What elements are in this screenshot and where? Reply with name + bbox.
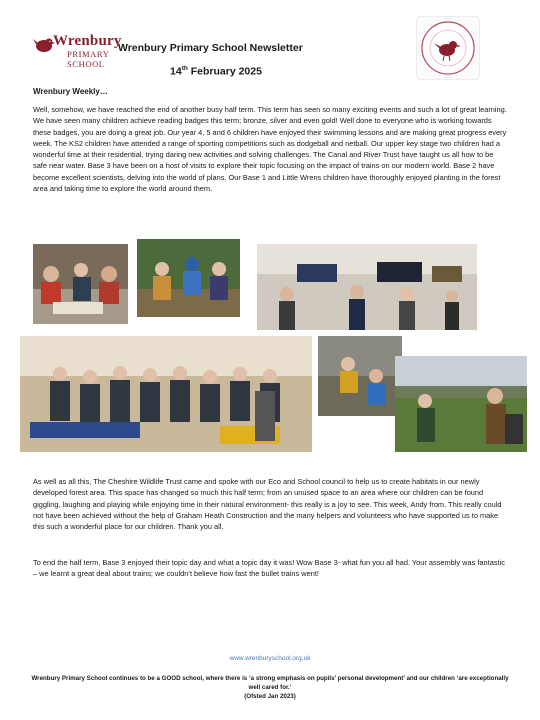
photo-trains-topic-day bbox=[257, 244, 477, 330]
photo-outdoor-field bbox=[395, 356, 527, 452]
logo-wordmark: Wrenbury bbox=[53, 33, 122, 49]
photo-children-cardboard bbox=[318, 336, 402, 416]
wildlife-trust-paragraph: As well as all this, The Cheshire Wildlife Trust came and spoke with our Eco and School council to help us to create habitats in our newly developed forest area. This space has changed so much this half term; from an unused space to an area where our children can be found giggling, laughing and playing while enjoying time in their natural environment- this really is a joy to see. This week, Andy from. This really could not have been achieved without the help of Graham Heath Construction and the many helpers and volunteers who have supported us to make this such a wonderful place for our children. Thank you all. bbox=[33, 477, 502, 532]
school-logo bbox=[33, 33, 125, 69]
topic-day-paragraph: To end the half term, Base 3 enjoyed their topic day and what a topic day it was! Wow Base 3- what fun you all had. Your assembly was fantastic – we learnt a great deal about trains; we couldn’t believe how fast the bullet trains went! bbox=[33, 558, 505, 579]
school-website-link[interactable]: www.wrenburyschool.org.uk bbox=[229, 655, 311, 662]
newsletter-date: 14th February 2025 bbox=[170, 65, 262, 78]
school-badge bbox=[416, 16, 480, 80]
wren-bird-icon bbox=[33, 35, 55, 55]
photo-forest-children bbox=[137, 239, 240, 317]
newsletter-title: Wrenbury Primary School Newsletter bbox=[118, 42, 303, 54]
ofsted-statement bbox=[30, 674, 510, 701]
photo-group-assembly bbox=[20, 336, 312, 452]
photo-children-activity bbox=[33, 244, 128, 324]
intro-paragraph: Well, somehow, we have reached the end of another busy half term. This term has seen so many exciting events and such a lot of great learning. We have seen many children achieve reading badges this term; bronze, silver and even gold! Well done to everyone who is working towards these badges, you are doing a great job. Our year 4, 5 and 6 children have enjoyed their swimming lessons and are making great progress every week. The KS2 children have attended a range of sporting competitions such as dodgeball and netball. Our upper key stage two children had a wonderful time at their residential, trying daring new activities and solving challenges. The Canal and River Trust have taught us all how to be safe near water. Base 3 have been on a host of visits to explore their topic focusing on the impact of trains on our modern world. Base 2 have become excellent scientists, delving into the world of plans. Our Base 1 and Little Wrens children have thoroughly enjoyed planting in the forest area and taking time to explore the world around them. bbox=[33, 105, 507, 194]
logo-subtitle: PRIMARY SCHOOL bbox=[67, 49, 110, 69]
ofsted-quote: Wrenbury Primary School continues to be a GOOD school, where there is ‘a strong emphasis on pupils’ personal development’ and our children ‘are exceptionally well cared for.’ bbox=[31, 675, 509, 691]
section-subheading: Wrenbury Weekly… bbox=[33, 87, 108, 96]
ofsted-date: (Ofsted Jan 2023) bbox=[244, 693, 296, 700]
school-crest-icon bbox=[417, 17, 479, 79]
